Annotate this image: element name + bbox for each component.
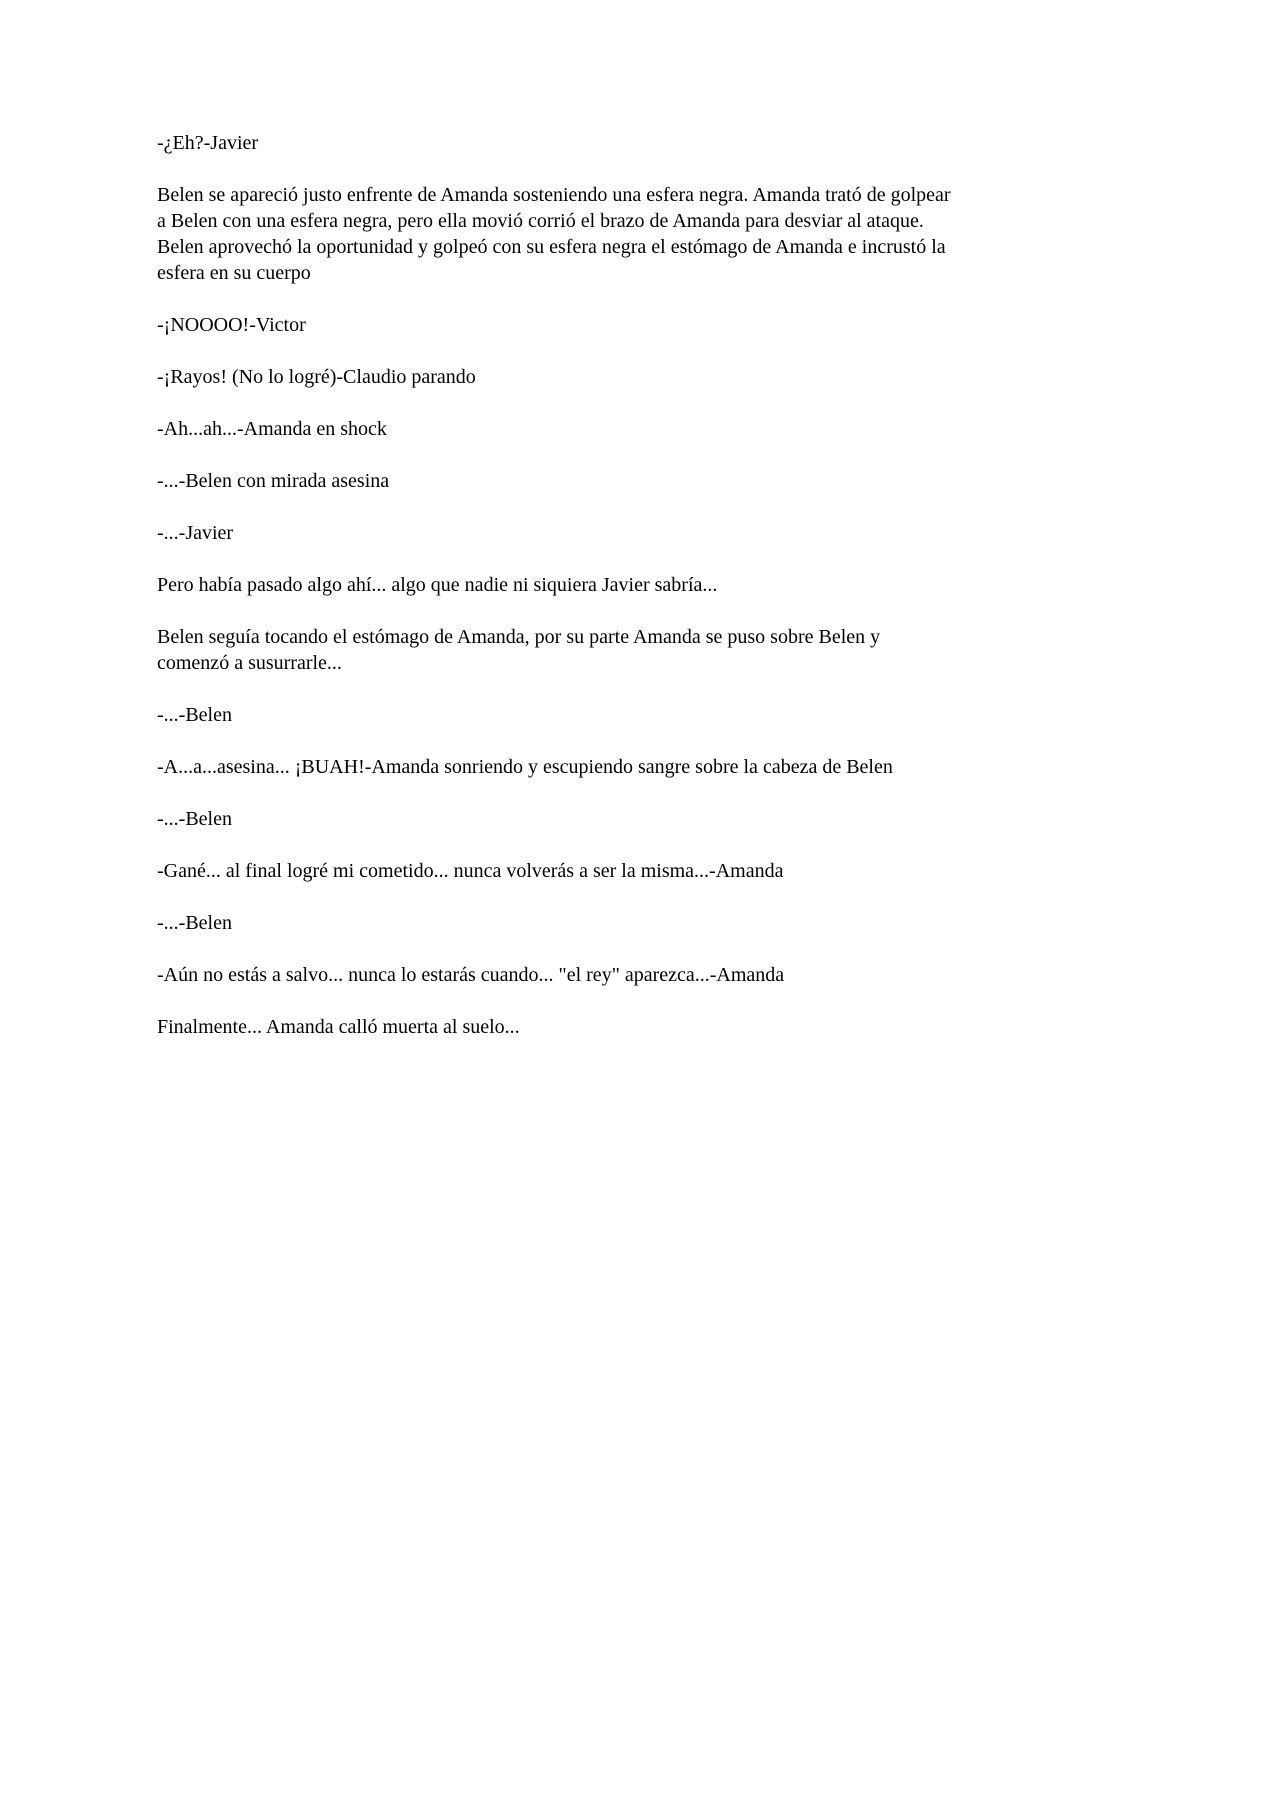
paragraph: -¡Rayos! (No lo logré)-Claudio parando [157,366,476,388]
paragraph: -...-Javier [157,522,234,544]
paragraph: Pero había pasado algo ahí... algo que nadie ni siquiera Javier sabría... [157,574,718,596]
paragraph: Finalmente... Amanda calló muerta al suelo... [157,1016,520,1038]
paragraph: -Gané... al final logré mi cometido... nunca volverás a ser la misma...-Amanda [157,860,784,882]
paragraph: Belen se apareció justo enfrente de Amanda sosteniendo una esfera negra. Amanda trató de golpear a Belen con una esfera negra, pero ella movió corrió el brazo de Amanda para desviar al ataque. Belen aprovechó la oportunidad y golpeó con su esfera negra el estómago de Amanda e incrustó la esfera en su cuerpo [157,184,951,284]
paragraph: -Ah...ah...-Amanda en shock [157,418,387,440]
paragraph: -¡NOOOO!-Victor [157,314,306,336]
paragraph: -Aún no estás a salvo... nunca lo estarás cuando... "el rey" aparezca...-Amanda [157,964,785,986]
paragraph: -...-Belen con mirada asesina [157,470,390,492]
paragraph: -...-Belen [157,704,232,726]
paragraph: -A...a...asesina... ¡BUAH!-Amanda sonriendo y escupiendo sangre sobre la cabeza de Belen [157,756,893,778]
document-text-block [157,130,957,1066]
paragraph: Belen seguía tocando el estómago de Amanda, por su parte Amanda se puso sobre Belen y comenzó a susurrarle... [157,626,881,674]
paragraph: -¿Eh?-Javier [157,132,259,154]
paragraph: -...-Belen [157,808,232,830]
paragraph: -...-Belen [157,912,232,934]
